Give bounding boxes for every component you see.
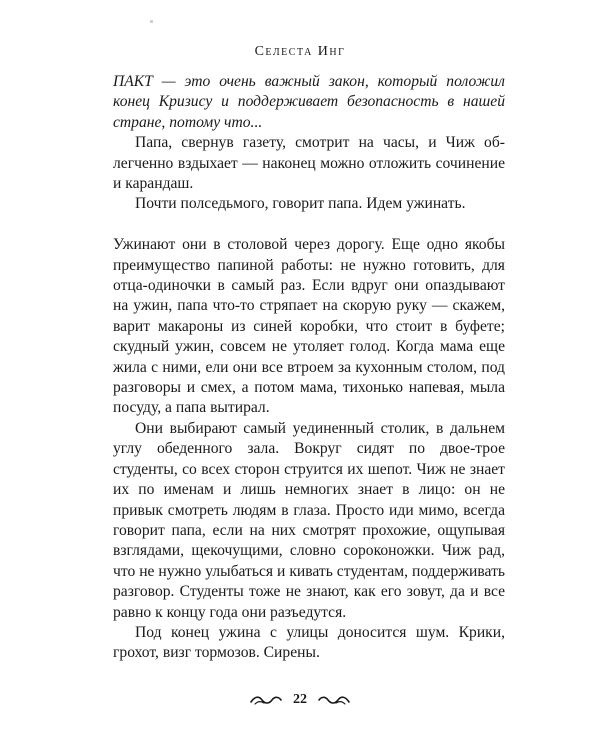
running-head: Селеста Инг <box>254 44 346 59</box>
print-mark <box>150 20 153 23</box>
paragraph-section-start: Ужинают они в столовой через дорогу. Еще одно якобы преимущество папиной работы: не нужно готовить, для отца-одиночки в самый раз. Если вдруг они опаздывают на ужин, папа что-то стряпает на скорую руку — скажем, варит макароны из синей коробки, что стоит в буфете; скудный ужин, совсем не утоляет голод. Когда мама еще жила с ними, ели они все втроем за кухонным столом, под разговоры и смех, а потом мама, тихонько напевая, мыла посуду, а папа вытирал. <box>113 236 505 417</box>
left-ornament-icon <box>249 694 283 706</box>
paragraph: Они выбирают самый уединенный столик, в дальнем углу обеденного зала. Вокруг сидят по двое-трое студенты, со всех сторон струится их шепот. Чиж не знает их по именам и лишь немногих знает в лицо: он не привык смотреть людям в глаза. Просто иди мимо, всегда говорит папа, если на них смотрят прохожие, ощупывая взглядами, щекочущими, словно сороконожки. Чиж рад, что не нужно улыбаться и кивать студентам, поддерживать разговор. Студенты тоже не знают, как его зовут, да и все равно к концу года они разъедутся. <box>113 419 505 621</box>
body-text <box>113 72 505 664</box>
folio <box>0 692 600 708</box>
paragraph: Папа, свернув газету, смотрит на часы, и Чиж облегченно вздыхает — наконец можно отложить сочинение и карандаш. <box>113 134 505 193</box>
right-ornament-icon <box>317 694 351 706</box>
page-number: 22 <box>293 692 307 707</box>
paragraph: Под конец ужина с улицы доносится шум. Крики, грохот, визг тормозов. Сирены. <box>113 623 505 662</box>
paragraph-intro-italic: ПАКТ — это очень важный закон, который положил конец Кризису и поддерживает безопасность в нашей стране, потому что... <box>113 73 505 131</box>
paragraph: Почти полседьмого, говорит папа. Идем ужинать. <box>135 195 466 213</box>
